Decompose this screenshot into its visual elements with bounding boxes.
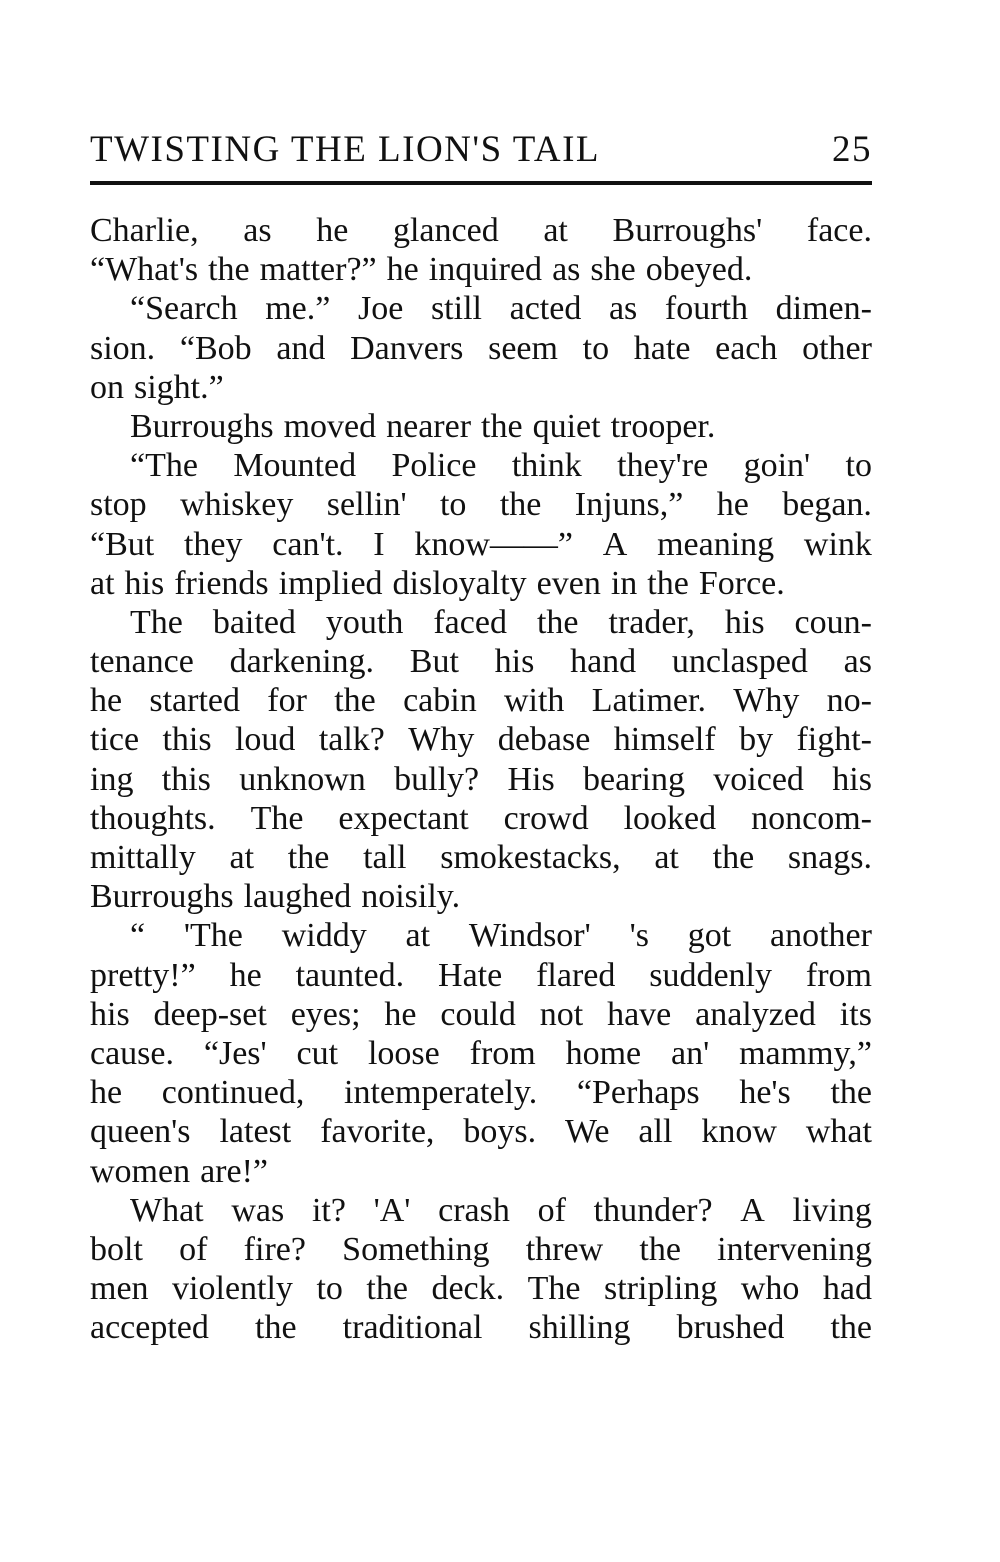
text-line: Burroughs laughed noisily. bbox=[90, 878, 461, 916]
text-line: tice this loud talk? Why debase himself by fight- bbox=[90, 721, 872, 759]
text-line: sion. “Bob and Danvers seem to hate each other bbox=[90, 329, 872, 367]
text-line: pretty!” he taunted. Hate flared suddenly from bbox=[90, 956, 872, 994]
text-line: accepted the traditional shilling brushed the bbox=[90, 1309, 872, 1347]
text-line: thoughts. The expectant crowd looked noncom- bbox=[90, 799, 872, 837]
text-line: bolt of fire? Something threw the intervening bbox=[90, 1230, 872, 1268]
text-line: What was it? 'A' crash of thunder? A living bbox=[130, 1191, 872, 1229]
text-line: his deep-set eyes; he could not have analyzed its bbox=[90, 995, 872, 1033]
page-number: 25 bbox=[832, 129, 872, 170]
text-line: ing this unknown bully? His bearing voiced his bbox=[90, 760, 872, 798]
text-line: cause. “Jes' cut loose from home an' mammy,” bbox=[90, 1034, 872, 1072]
text-line: tenance darkening. But his hand unclasped as bbox=[90, 643, 872, 681]
text-line: he continued, intemperately. “Perhaps he's the bbox=[90, 1074, 872, 1112]
book-page bbox=[90, 125, 872, 1347]
text-line: mittally at the tall smokestacks, at the snags. bbox=[90, 839, 872, 876]
text-line: “What's the matter?” he inquired as she obeyed. bbox=[90, 251, 753, 289]
running-title: TWISTING THE LION'S TAIL bbox=[90, 129, 601, 170]
running-head bbox=[90, 125, 872, 175]
text-line: queen's latest favorite, boys. We all know what bbox=[90, 1113, 872, 1151]
text-line: “The Mounted Police think they're goin' to bbox=[130, 447, 872, 485]
text-line: he started for the cabin with Latimer. Why no- bbox=[90, 682, 872, 720]
text-line: Burroughs moved nearer the quiet trooper. bbox=[130, 407, 716, 445]
text-line: men violently to the deck. The stripling who had bbox=[90, 1270, 872, 1308]
text-line: stop whiskey sellin' to the Injuns,” he began. bbox=[90, 486, 872, 524]
text-line: at his friends implied disloyalty even in the Force. bbox=[90, 564, 785, 602]
text-line: on sight.” bbox=[90, 368, 224, 406]
text-line: “ 'The widdy at Windsor' 's got another bbox=[130, 917, 872, 955]
text-line: Charlie, as he glanced at Burroughs' face. bbox=[90, 212, 872, 249]
text-line: women are!” bbox=[90, 1152, 269, 1190]
body-text bbox=[90, 211, 872, 1347]
text-line: “Search me.” Joe still acted as fourth dimen- bbox=[130, 290, 872, 328]
text-line: The baited youth faced the trader, his coun- bbox=[130, 603, 872, 641]
header-rule bbox=[90, 181, 872, 185]
text-line: “But they can't. I know——” A meaning wink bbox=[90, 525, 872, 563]
